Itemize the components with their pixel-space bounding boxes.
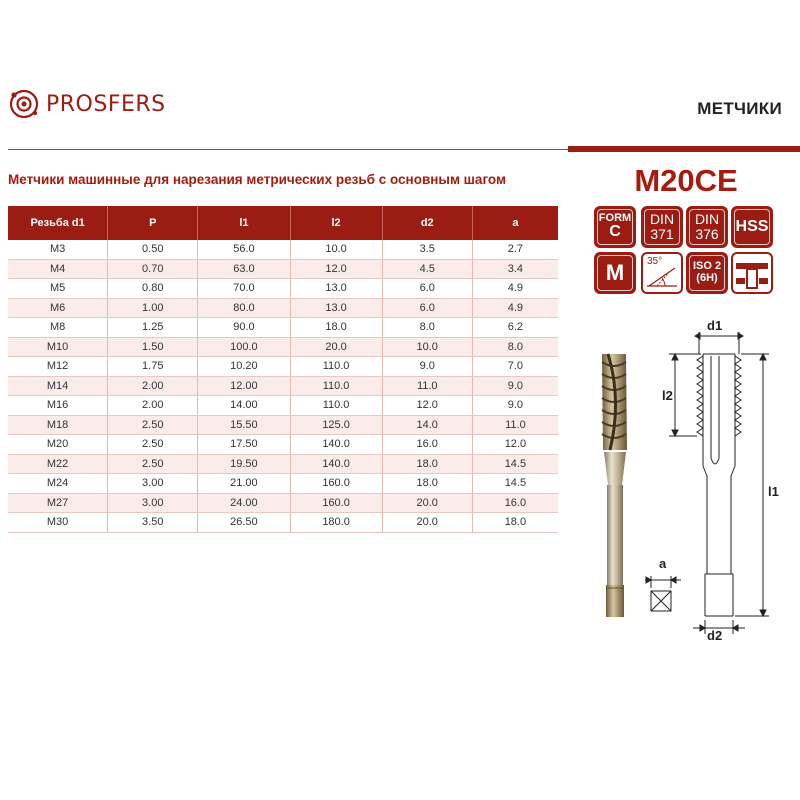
din371-badge	[641, 206, 683, 248]
table-cell: 4.9	[472, 279, 558, 299]
angle-label: 35°	[647, 256, 663, 267]
col-header: l1	[198, 206, 290, 240]
table-cell: M5	[8, 279, 108, 299]
table-cell: 4.9	[472, 298, 558, 318]
iso-tolerance-badge	[686, 252, 728, 294]
table-cell: M30	[8, 513, 108, 533]
table-cell: 11.0	[472, 415, 558, 435]
table-cell: 110.0	[290, 376, 382, 396]
table-cell: 100.0	[198, 337, 290, 357]
table-row	[8, 396, 558, 416]
table-cell: 9.0	[382, 357, 472, 377]
table-cell: 11.0	[382, 376, 472, 396]
table-cell: 3.5	[382, 240, 472, 259]
table-cell: 3.00	[108, 474, 198, 494]
table-cell: 160.0	[290, 474, 382, 494]
dim-l2-label: l2	[662, 388, 673, 403]
table-cell: 10.0	[382, 337, 472, 357]
dim-l1-label: l1	[768, 484, 779, 499]
table-row	[8, 357, 558, 377]
table-cell: 2.7	[472, 240, 558, 259]
hss-badge	[731, 206, 773, 248]
table-cell: 140.0	[290, 454, 382, 474]
table-cell: 12.00	[198, 376, 290, 396]
table-cell: 13.0	[290, 279, 382, 299]
table-cell: 1.25	[108, 318, 198, 338]
table-cell: 13.0	[290, 298, 382, 318]
badge-value: HSS	[735, 217, 769, 235]
table-cell: M14	[8, 376, 108, 396]
table-cell: 18.0	[472, 513, 558, 533]
table-cell: 20.0	[382, 513, 472, 533]
table-cell: 21.00	[198, 474, 290, 494]
brand-name: PROSFERS	[46, 91, 166, 117]
logo-mark-icon	[8, 88, 40, 120]
table-cell: 110.0	[290, 396, 382, 416]
table-cell: 0.80	[108, 279, 198, 299]
through-hole-icon	[733, 254, 771, 292]
table-body	[8, 240, 558, 532]
table-row	[8, 454, 558, 474]
table-row	[8, 298, 558, 318]
badge-value: M	[605, 260, 625, 286]
badge-value: (6H)	[696, 272, 718, 284]
table-header-row	[8, 206, 558, 240]
brand-logo	[8, 88, 166, 120]
table-cell: M3	[8, 240, 108, 259]
table-cell: 1.75	[108, 357, 198, 377]
thread-type-badge	[594, 252, 636, 294]
page-category: МЕТЧИКИ	[697, 99, 782, 118]
table-cell: M8	[8, 318, 108, 338]
table-row	[8, 435, 558, 455]
table-cell: 16.0	[472, 493, 558, 513]
table-cell: M20	[8, 435, 108, 455]
table-cell: 6.0	[382, 298, 472, 318]
table-cell: 14.00	[198, 396, 290, 416]
table-row	[8, 318, 558, 338]
table-cell: 18.0	[290, 318, 382, 338]
dim-d2-label: d2	[707, 628, 723, 643]
table-cell: 8.0	[472, 337, 558, 357]
dim-d1-label: d1	[707, 318, 723, 333]
table-cell: 19.50	[198, 454, 290, 474]
table-cell: M24	[8, 474, 108, 494]
spec-table	[8, 206, 558, 533]
table-cell: 3.4	[472, 259, 558, 279]
flute-angle-badge	[641, 252, 683, 294]
table-cell: 20.0	[290, 337, 382, 357]
table-cell: 2.00	[108, 376, 198, 396]
table-cell: M18	[8, 415, 108, 435]
table-cell: 4.5	[382, 259, 472, 279]
table-row	[8, 376, 558, 396]
table-cell: 1.50	[108, 337, 198, 357]
table-cell: 9.0	[472, 376, 558, 396]
col-header: P	[108, 206, 198, 240]
table-cell: 2.50	[108, 435, 198, 455]
table-cell: M6	[8, 298, 108, 318]
table-cell: 180.0	[290, 513, 382, 533]
table-cell: 16.0	[382, 435, 472, 455]
table-cell: 3.00	[108, 493, 198, 513]
product-code: M20CE	[634, 163, 738, 198]
table-cell: 2.00	[108, 396, 198, 416]
table-cell: 14.5	[472, 474, 558, 494]
table-cell: 12.0	[382, 396, 472, 416]
table-cell: 20.0	[382, 493, 472, 513]
table-cell: 125.0	[290, 415, 382, 435]
table-cell: 160.0	[290, 493, 382, 513]
table-cell: 110.0	[290, 357, 382, 377]
table-cell: 0.70	[108, 259, 198, 279]
badge-value: C	[609, 223, 621, 241]
badge-value: 371	[650, 226, 674, 242]
through-hole-badge	[731, 252, 773, 294]
badge-label: ISO 2	[692, 260, 722, 273]
col-header: l2	[290, 206, 382, 240]
table-cell: M22	[8, 454, 108, 474]
header-divider	[8, 149, 568, 150]
din376-badge	[686, 206, 728, 248]
table-cell: 6.2	[472, 318, 558, 338]
col-header: Резьба d1	[8, 206, 108, 240]
table-cell: M27	[8, 493, 108, 513]
badge-label: FORM	[598, 211, 632, 224]
table-cell: 10.0	[290, 240, 382, 259]
table-row	[8, 513, 558, 533]
table-cell: 80.0	[198, 298, 290, 318]
table-cell: 24.00	[198, 493, 290, 513]
table-cell: 1.00	[108, 298, 198, 318]
table-cell: 0.50	[108, 240, 198, 259]
table-cell: 2.50	[108, 415, 198, 435]
table-cell: 26.50	[198, 513, 290, 533]
table-cell: 8.0	[382, 318, 472, 338]
table-cell: 17.50	[198, 435, 290, 455]
table-row	[8, 493, 558, 513]
badge-value: 376	[695, 226, 719, 242]
table-row	[8, 279, 558, 299]
table-cell: M12	[8, 357, 108, 377]
header-accent-bar	[568, 146, 800, 152]
table-cell: 140.0	[290, 435, 382, 455]
col-header: d2	[382, 206, 472, 240]
page-subtitle: Метчики машинные для нарезания метрических резьб с основным шагом	[8, 172, 506, 187]
table-cell: 56.0	[198, 240, 290, 259]
badge-label: DIN	[649, 211, 675, 228]
table-row	[8, 474, 558, 494]
table-row	[8, 337, 558, 357]
table-cell: 12.0	[290, 259, 382, 279]
table-cell: 90.0	[198, 318, 290, 338]
table-cell: 18.0	[382, 454, 472, 474]
table-cell: 3.50	[108, 513, 198, 533]
table-cell: 70.0	[198, 279, 290, 299]
badge-label: DIN	[694, 211, 720, 228]
table-row	[8, 415, 558, 435]
table-cell: 12.0	[472, 435, 558, 455]
table-cell: M16	[8, 396, 108, 416]
table-cell: 9.0	[472, 396, 558, 416]
table-row	[8, 259, 558, 279]
table-cell: 7.0	[472, 357, 558, 377]
table-cell: 6.0	[382, 279, 472, 299]
table-cell: 2.50	[108, 454, 198, 474]
tap-dimension-drawing	[645, 318, 795, 648]
tap-photo	[590, 340, 640, 620]
dim-a-label: a	[659, 556, 667, 571]
table-cell: 15.50	[198, 415, 290, 435]
form-c-badge	[594, 206, 636, 248]
table-cell: 10.20	[198, 357, 290, 377]
table-cell: M10	[8, 337, 108, 357]
table-cell: 18.0	[382, 474, 472, 494]
table-cell: 14.0	[382, 415, 472, 435]
table-cell: 63.0	[198, 259, 290, 279]
table-cell: 14.5	[472, 454, 558, 474]
col-header: a	[472, 206, 558, 240]
table-row	[8, 240, 558, 259]
table-cell: M4	[8, 259, 108, 279]
